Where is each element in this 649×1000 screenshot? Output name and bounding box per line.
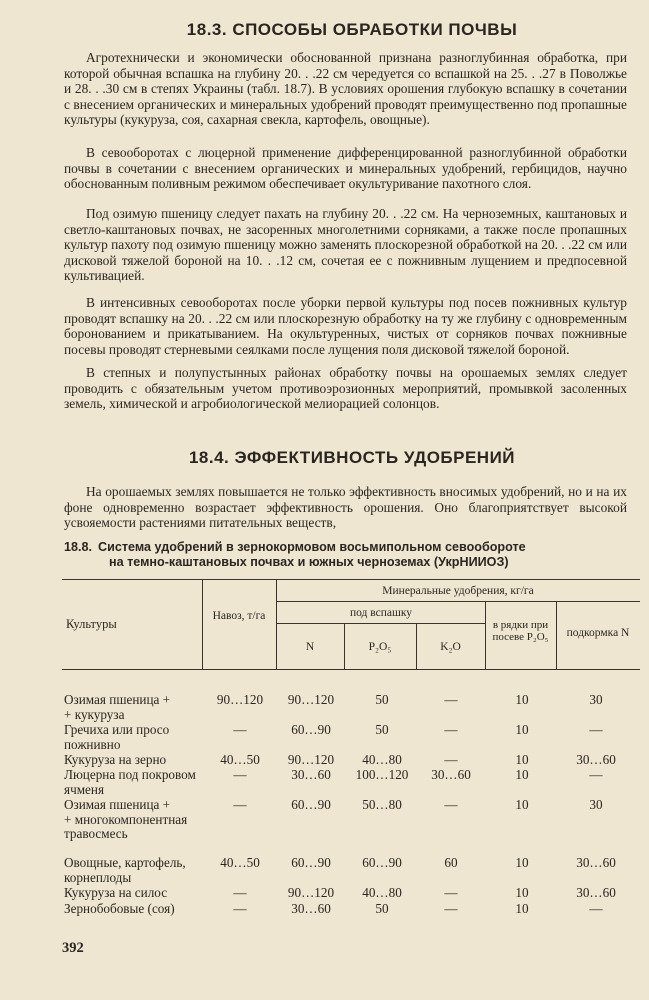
row-crop: Люцерна под покровом ячменя xyxy=(64,767,196,797)
header-p2o5: P₂O₅ xyxy=(368,641,392,653)
row-crop: Кукуруза на силос xyxy=(64,885,168,900)
row-k2o: — xyxy=(444,752,458,767)
row-rows: 10 xyxy=(515,855,529,870)
row-p2o5: 60…90 xyxy=(362,855,402,870)
row-crop: Озимая пшеница + + кукуруза xyxy=(64,692,171,722)
header-rows-p2o5: в рядки при посеве P₂O₅ xyxy=(492,619,549,643)
row-manure: — xyxy=(233,885,247,900)
row-manure: 40…50 xyxy=(220,752,260,767)
table-number: 18.8. xyxy=(64,540,93,554)
row-p2o5: 50 xyxy=(375,722,389,737)
header-mineral: Минеральные удобрения, кг/га xyxy=(382,585,534,597)
row-rows: 10 xyxy=(515,752,529,767)
col-divider-k xyxy=(485,601,486,669)
row-k2o: — xyxy=(444,901,458,916)
row-n: 30…60 xyxy=(291,901,331,916)
row-rows: 10 xyxy=(515,692,529,707)
header-crops: Культуры xyxy=(66,617,117,631)
row-n: 90…120 xyxy=(287,692,335,707)
row-rows: 10 xyxy=(515,797,529,812)
row-n: 60…90 xyxy=(291,797,331,812)
section-title-18-3: 18.3. СПОСОБЫ ОБРАБОТКИ ПОЧВЫ xyxy=(186,20,518,39)
header-k2o: K₂O xyxy=(440,641,461,653)
row-topdress: — xyxy=(589,767,603,782)
row-p2o5: 50…80 xyxy=(362,797,402,812)
paragraph-2: В севооборотах с люцерной применение дифференцированной разноглубинной обработки почвы в сочетании с внесением органических и минеральных удобрений, гербицидов, научно обоснованным поливным режимом обеспечивает окультуривание пахотного слоя. xyxy=(64,145,627,192)
row-manure: — xyxy=(233,797,247,812)
table-caption-line2: на темно-каштановых почвах и южных черноземах (УкрНИИОЗ) xyxy=(109,555,509,569)
row-manure: — xyxy=(233,767,247,782)
row-k2o: — xyxy=(444,885,458,900)
row-p2o5: 50 xyxy=(375,692,389,707)
paragraph-1: Агротехнически и экономически обоснованной признана разноглубинная обработка, при которой обычная вспашка на глубину 20. . .22 см чередуется со вспашкой на 25. . .27 в Поволжье и 28. . .30 см в степях Украины (табл. 18.7). В условиях орошения глубокую вспашку в сочетании с внесением органических и минеральных удобрений проводят преимущественно под пропашные культуры (кукуруза, соя, сахарная свекла, картофель, овощные). xyxy=(64,50,627,128)
row-k2o: — xyxy=(444,722,458,737)
paragraph-6: На орошаемых землях повышается не только эффективность вносимых удобрений, но и на их фоне одновременно возрастает эффективность орошения. Оно благоприятствует высокой усвояемости растениями питательных веществ, xyxy=(64,484,627,531)
row-topdress: 30…60 xyxy=(576,855,616,870)
col-divider-p xyxy=(416,623,417,669)
header-bottom-rule xyxy=(62,669,640,670)
section-title-18-4: 18.4. ЭФФЕКТИВНОСТЬ УДОБРЕНИЙ xyxy=(188,448,516,467)
col-divider-crops xyxy=(202,579,203,669)
header-topdress-n: подкормка N xyxy=(566,627,630,639)
row-topdress: 30…60 xyxy=(576,752,616,767)
row-crop: Кукуруза на зерно xyxy=(64,752,167,767)
row-crop: Гречиха или просо пожнивно xyxy=(64,722,170,752)
plowing-header-rule xyxy=(276,623,485,624)
row-manure: — xyxy=(233,901,247,916)
col-divider-manure xyxy=(276,579,277,669)
header-plowing: под вспашку xyxy=(349,607,413,619)
row-topdress: — xyxy=(589,901,603,916)
row-topdress: 30 xyxy=(589,692,603,707)
mineral-header-rule xyxy=(276,601,640,602)
table-caption-line1: Система удобрений в зернокормовом восьмипольном севообороте xyxy=(98,540,526,554)
paragraph-5: В степных и полупустынных районах обработку почвы на орошаемых землях следует проводить с обязательным учетом противоэрозионных мероприятий, промывкой засоленных земель, химической и агробиологической мелиорацией солонцов. xyxy=(64,365,627,412)
header-manure: Навоз, т/га xyxy=(212,610,266,622)
row-n: 90…120 xyxy=(287,885,335,900)
row-k2o: — xyxy=(444,797,458,812)
paragraph-3: Под озимую пшеницу следует пахать на глубину 20. . .22 см. На черноземных, каштановых и светло-каштановых почвах, не засоренных многолетними сорняками, а также после пропашных культур пахоту под озимую пшеницу можно заменять плоскорезной обработкой на 20. . .22 см или дисковой тяжелой бороной на 10. . .12 см, сочетая ее с пожнивным лущением и предпосевной культивацией. xyxy=(64,206,627,284)
page-number: 392 xyxy=(62,940,84,956)
row-manure: 40…50 xyxy=(220,855,260,870)
col-divider-n xyxy=(344,623,345,669)
row-k2o: 60 xyxy=(444,855,458,870)
row-manure: — xyxy=(233,722,247,737)
row-rows: 10 xyxy=(515,901,529,916)
row-crop: Озимая пшеница + + многокомпонентная травосмесь xyxy=(64,797,188,842)
paragraph-4: В интенсивных севооборотах после уборки первой культуры под посев пожнивных культур проводят вспашку на 20. . .22 см или плоскорезную обработку на ту же глубину с одновременным боронованием и прикатыванием. На окультуренных, чистых от сорняков почвах пожнивные посевы проводят стерневыми сеялками после лущения поля дисковой тяжелой бороной. xyxy=(64,295,627,357)
row-crop: Зернобобовые (соя) xyxy=(64,901,175,916)
col-divider-rows xyxy=(556,601,557,669)
row-n: 30…60 xyxy=(291,767,331,782)
row-p2o5: 100…120 xyxy=(355,767,409,782)
row-n: 60…90 xyxy=(291,855,331,870)
row-topdress: 30…60 xyxy=(576,885,616,900)
row-p2o5: 40…80 xyxy=(362,885,402,900)
row-topdress: 30 xyxy=(589,797,603,812)
row-k2o: — xyxy=(444,692,458,707)
row-k2o: 30…60 xyxy=(431,767,471,782)
table-top-rule xyxy=(62,579,640,580)
row-manure: 90…120 xyxy=(216,692,264,707)
row-rows: 10 xyxy=(515,722,529,737)
row-p2o5: 50 xyxy=(375,901,389,916)
row-n: 90…120 xyxy=(287,752,335,767)
row-rows: 10 xyxy=(515,885,529,900)
row-topdress: — xyxy=(589,722,603,737)
row-rows: 10 xyxy=(515,767,529,782)
table-caption xyxy=(64,540,639,570)
row-crop: Овощные, картофель, корнеплоды xyxy=(64,855,186,885)
row-p2o5: 40…80 xyxy=(362,752,402,767)
header-n: N xyxy=(305,641,315,653)
row-n: 60…90 xyxy=(291,722,331,737)
